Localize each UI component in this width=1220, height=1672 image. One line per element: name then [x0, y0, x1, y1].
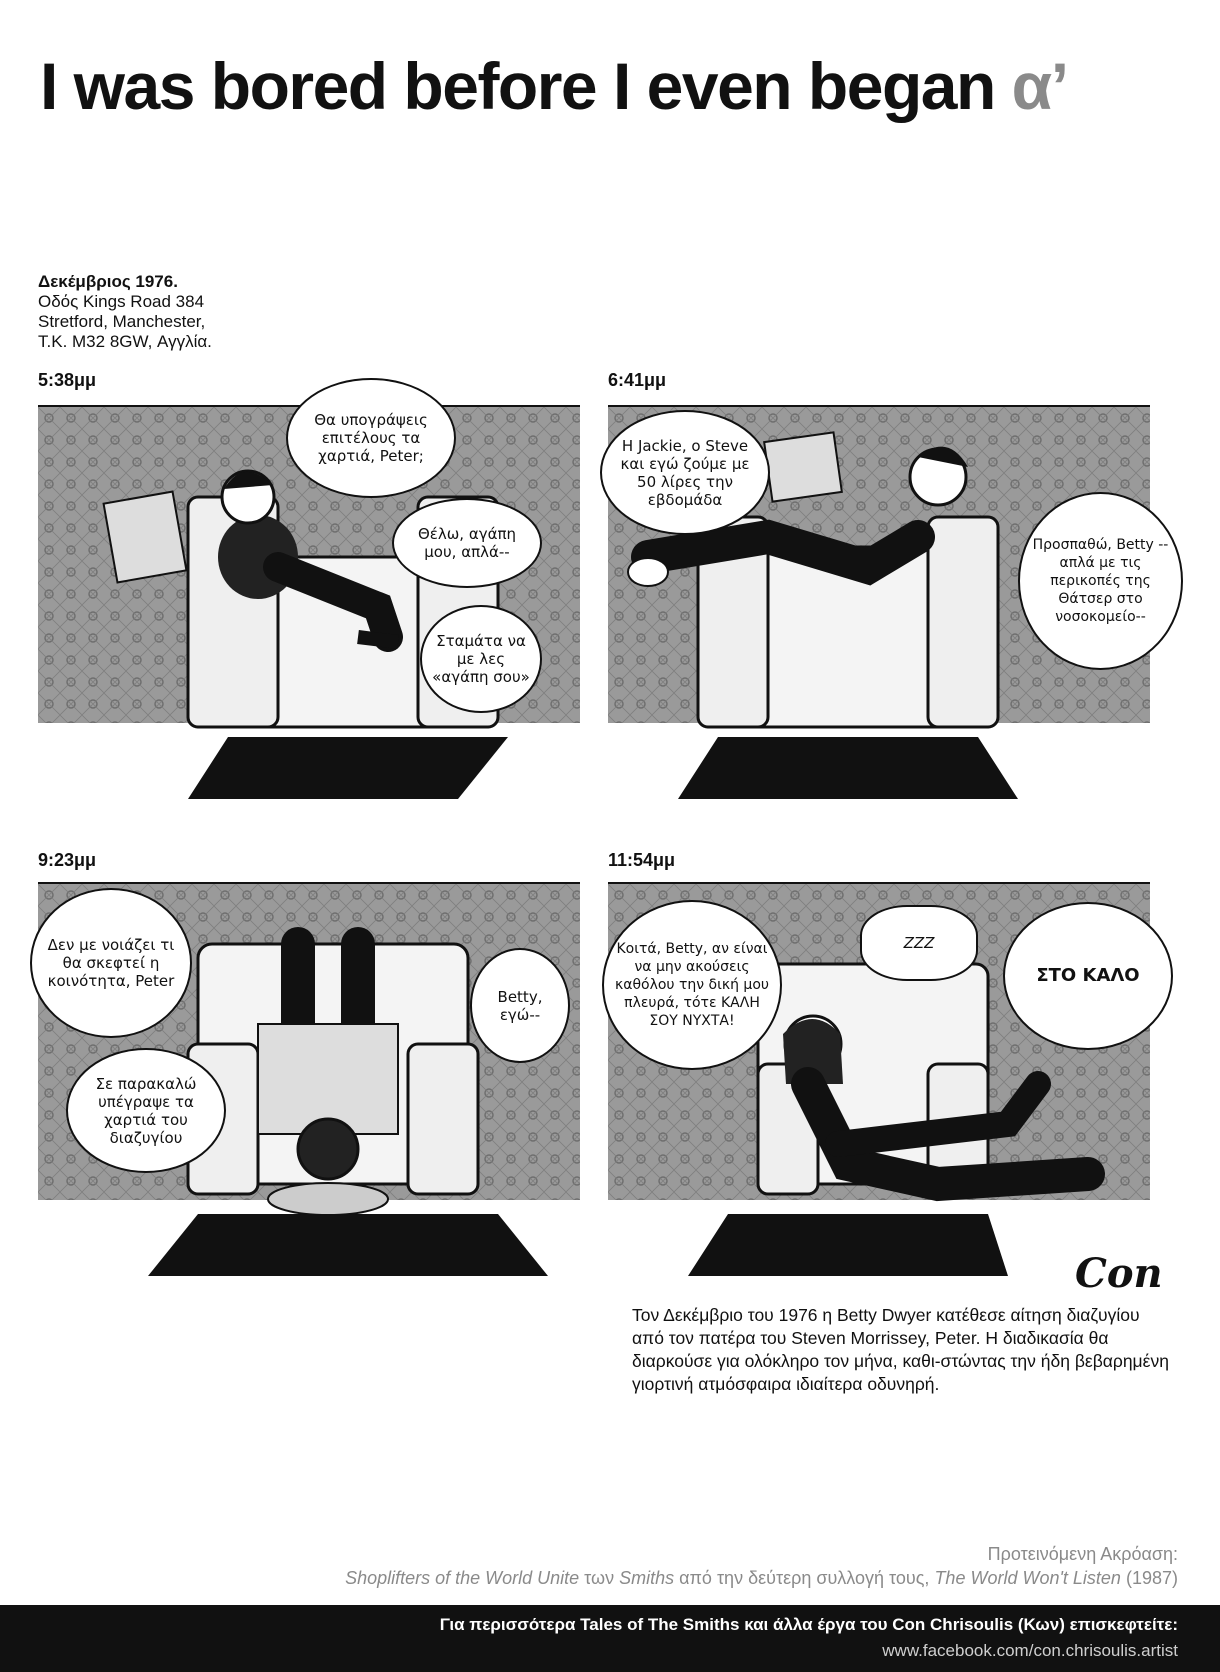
- footer-promo: Για περισσότερα Tales of The Smiths και άλλα έργα του Con Chrisoulis (Κων) επισκεφτείτε:: [439, 1615, 1178, 1634]
- speech-bubble: Η Jackie, ο Steve και εγώ ζούμε με 50 λίρες την εβδομάδα: [600, 410, 770, 535]
- thought-bubble: ΖΖΖ: [860, 905, 978, 981]
- panel-time: 9:23μμ: [38, 850, 97, 870]
- album-year: (1987): [1120, 1568, 1178, 1588]
- speech-bubble: Θα υπογράψεις επιτέλους τα χαρτιά, Peter;: [286, 378, 456, 498]
- speech-bubble: Προσπαθώ, Betty --απλά με τις περικοπές της Θάτσερ στο νοσοκομείο--: [1018, 492, 1183, 670]
- story-caption: Τον Δεκέμβριο του 1976 η Betty Dwyer κατέθεσε αίτηση διαζυγίου από τον πατέρα του Steven Morrissey, Peter. Η διαδικασία θα διαρκούσε για ολόκληρο τον μήνα, καθι-στώντας την ήδη βεβαρημένη γιορτινή ατμόσφαιρα ιδιαίτερα οδυνηρή.: [632, 1305, 1169, 1394]
- speech-bubble: Δεν με νοιάζει τι θα σκεφτεί η κοινότητα, Peter: [30, 888, 192, 1038]
- header-address-line: Τ.Κ. M32 8GW, Αγγλία.: [38, 332, 212, 351]
- speech-bubble: Betty, εγώ--: [470, 948, 570, 1063]
- speech-bubble: ΣΤΟ ΚΑΛΟ: [1003, 902, 1173, 1050]
- comic-title: [40, 48, 1068, 124]
- footer-link[interactable]: www.facebook.com/con.chrisoulis.artist: [882, 1641, 1178, 1660]
- album-title: The World Won't Listen: [934, 1568, 1121, 1588]
- footer-bar: [0, 1605, 1220, 1672]
- artist-signature: Con: [1075, 1250, 1163, 1297]
- speech-bubble: Σε παρακαλώ υπέγραψε τα χαρτιά του διαζυγίου: [66, 1048, 226, 1173]
- speech-bubble: Κοιτά, Betty, αν είναι να μην ακούσεις καθόλου την δική μου πλευρά, τότε ΚΑΛΗ ΣΟΥ ΝΥΧΤΑ!: [602, 900, 782, 1070]
- header-address-line: Stretford, Manchester,: [38, 312, 206, 331]
- panel-time: 5:38μμ: [38, 370, 97, 390]
- title-main: I was bored before I even began: [40, 49, 995, 123]
- speech-bubble: Σταμάτα να με λες «αγάπη σου»: [420, 605, 542, 713]
- band-name: Smiths: [619, 1568, 675, 1588]
- listening-text: από την δεύτερη συλλογή τους,: [674, 1568, 935, 1588]
- panel-time: 11:54μμ: [608, 850, 676, 870]
- listening-details: [345, 1566, 1178, 1590]
- header-address-line: Οδός Kings Road 384: [38, 292, 205, 311]
- header-date: Δεκέμβριος 1976.: [38, 272, 178, 291]
- suggested-listening: [345, 1542, 1178, 1590]
- song-title: Shoplifters of the World Unite: [345, 1568, 580, 1588]
- listening-text: των: [579, 1568, 620, 1588]
- panel-time: 6:41μμ: [608, 370, 667, 390]
- title-suffix: α’: [1011, 49, 1068, 123]
- listening-heading: Προτεινόμενη Ακρόαση:: [987, 1544, 1178, 1564]
- speech-bubble: Θέλω, αγάπη μου, απλά--: [392, 498, 542, 588]
- location-header: [38, 272, 212, 352]
